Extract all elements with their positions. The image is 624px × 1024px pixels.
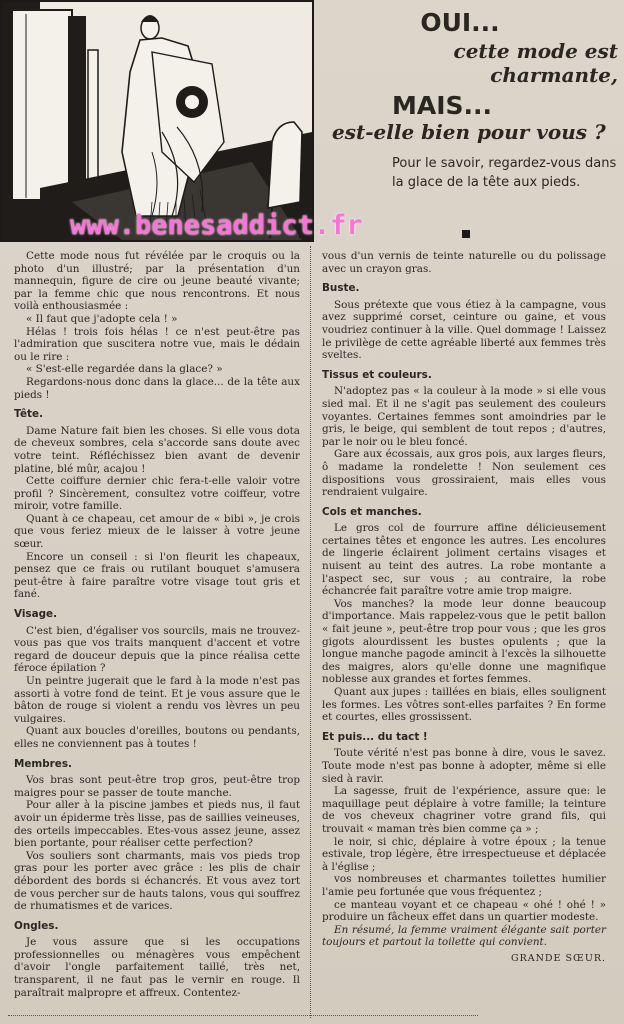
paragraph: Pour aller à la piscine jambes et pieds nus, il faut avoir un épiderme très lisse, pas de saillies veineuses, des orteils impeccables. Etes-vous assez jeune, assez bien portante, pour réaliser cette perfection? bbox=[14, 799, 300, 850]
woman-mirror-drawing bbox=[2, 2, 312, 240]
paragraph: vous d'un vernis de teinte naturelle ou du polissage avec un crayon gras. bbox=[322, 250, 606, 275]
paragraph: vos nombreuses et charmantes toilettes humilier l'amie peu fortunée que vous fréquentez ; bbox=[322, 873, 606, 898]
paragraph: Je vous assure que si les occupations professionnelles ou ménagères vous empêchent d'avoir l'ongle parfaitement taillé, très net, transparent, il ne faut pas le vernir en rouge. Il paraîtrait malpropre et affreux. Contentez- bbox=[14, 936, 300, 999]
paragraph: Toute vérité n'est pas bonne à dire, vous le savez. Toute mode n'est pas bonne à adopter, même si elle sied à ravir. bbox=[322, 747, 606, 785]
section-heading: Cols et manches. bbox=[322, 505, 422, 518]
headline-charmante: cette mode est charmante, bbox=[453, 39, 618, 87]
paragraph: Un peintre jugerait que le fard à la mode n'est pas assorti à votre fond de teint. Et je vous assure que le bâton de rouge si violent a rendu vos lèvres un peu vulgaires. bbox=[14, 675, 300, 725]
paragraph: C'est bien, d'égaliser vos sourcils, mais ne trouvez-vous pas que vos traits manquent d'accent et votre regard de douceur depuis que la pince réalisa cette féroce épilation ? bbox=[14, 624, 300, 675]
bottom-rule bbox=[8, 1015, 478, 1016]
paragraph: ce manteau voyant et ce chapeau « ohé ! ohé ! » produire un fâcheux effet dans un quartier modeste. bbox=[322, 898, 606, 924]
paragraph: Vos manches? la mode leur donne beaucoup d'importance. Mais rappelez-vous que le petit ballon « fait jeune », peut-être trop pour vous ; que les gros gigots alourdissent les bustes opulents ; que la longue manche pagode amincit à l'excès la silhouette des maigres, alors qu'elle donne une magnifique noblesse aux grandes et fortes femmes. bbox=[322, 597, 606, 686]
signature: GRANDE SŒUR. bbox=[511, 952, 606, 964]
headline-mais: MAIS... bbox=[392, 91, 493, 120]
section-heading: Et puis... du tact ! bbox=[322, 730, 428, 743]
column-divider bbox=[310, 246, 311, 1018]
section-heading: Membres. bbox=[14, 757, 72, 770]
watermark-text: www.benesaddict.fr bbox=[70, 210, 363, 241]
paragraph: Vos bras sont peut-être trop gros, peut-être trop maigres pour se passer de toute manche. bbox=[14, 774, 300, 799]
paragraph: Quant aux boucles d'oreilles, boutons ou pendants, elles ne conviennent pas à toutes ! bbox=[14, 725, 300, 750]
paragraph: Dame Nature fait bien les choses. Si elle vous dota de cheveux sombres, cela s'accorde sans doute avec votre teint. Réfléchissez bien avant de devenir platine, blé mûr, acajou ! bbox=[14, 424, 300, 475]
paragraph: N'adoptez pas « la couleur à la mode » si elle vous sied mal. Et il ne s'agit pas seulement des couleurs voyantes. Certaines femmes sont amoindries par le gris, le beige, qui semblent de tout repos ; d'autres, par le noir ou le bleu foncé. bbox=[322, 385, 606, 448]
paragraph: Vos souliers sont charmants, mais vos pieds trop gras pour les porter avec grâce : les plis de chair débordent des bords si échancrés. Et vous avez tort de vous percher sur de hauts talons, vous qui souffrez de rhumatismes et de varices. bbox=[14, 849, 300, 913]
section-heading: Buste. bbox=[322, 282, 360, 295]
paragraph: Quant à ce chapeau, cet amour de « bibi », je crois que vous feriez mieux de le laisser à votre jeune sœur. bbox=[14, 512, 300, 551]
article-column-right bbox=[322, 250, 606, 965]
paragraph: Encore un conseil : si l'on fleurit les chapeaux, pensez que ce frais ou rutilant bouquet s'amusera peut-être à faire paraître votre visage tout gris et fané. bbox=[14, 550, 300, 601]
paragraph: Hélas ! trois fois hélas ! ce n'est peut-être pas l'admiration que suscitera notre vue, mais le dédain ou le rire : bbox=[14, 325, 300, 363]
fashion-illustration bbox=[0, 0, 314, 242]
headline-question: est-elle bien pour vous ? bbox=[332, 120, 606, 144]
paragraph: « S'est-elle regardée dans la glace? » bbox=[26, 363, 223, 376]
paragraph: le noir, si chic, déplaire à votre époux ; la tenue estivale, trop légère, être irrespectueuse et déplacée à l'église ; bbox=[322, 835, 606, 873]
section-heading: Ongles. bbox=[14, 919, 59, 932]
paragraph: « Il faut que j'adopte cela ! » bbox=[26, 312, 178, 325]
paragraph: La sagesse, fruit de l'expérience, assure que: le maquillage peut déplaire à votre famille; la teinture de vos cheveux chagriner votre grand fils, qui trouvait « maman très bien comme ça » ; bbox=[322, 785, 606, 835]
paragraph: Quant aux jupes : taillées en biais, elles soulignent les formes. Les vôtres sont-elles parfaites ? En forme et courtes, elles grossissent. bbox=[322, 686, 606, 724]
paragraph: Cette mode nous fut révélée par le croquis ou la photo d'un illustré; par la présentation d'un mannequin, figure de cire ou jeune beauté vivante; par la femme chic que nous rencontrons. Et nous voilà enthousiasmée : bbox=[14, 250, 300, 313]
article-column-left bbox=[14, 250, 300, 999]
paragraph: Le gros col de fourrure affine délicieusement certaines têtes et engonce les autres. Les encolures de lingerie éclairent joliment certains visages et nuisent au teint des autres. La robe montante a l'aspect sec, sur vous ; au contraire, la robe échancrée fait paraître votre amie trop maigre. bbox=[322, 522, 606, 598]
section-heading: Tête. bbox=[14, 408, 44, 421]
section-heading: Tissus et couleurs. bbox=[322, 368, 432, 381]
section-heading: Visage. bbox=[14, 608, 58, 621]
paragraph: Regardons-nous donc dans la glace... de la tête aux pieds ! bbox=[14, 375, 300, 401]
paragraph: Sous prétexte que vous étiez à la campagne, vous avez supprimé corset, ceinture ou gaine, et vous voudriez continuer à la ville. Quel dommage ! Laissez le privilège de cette agréable liberté aux femmes très sveltes. bbox=[322, 298, 606, 362]
headline-oui: OUI... bbox=[420, 8, 500, 37]
paragraph: Cette coiffure dernier chic fera-t-elle valoir votre profil ? Sincèrement, consultez votre coiffeur, votre miroir, votre famille. bbox=[14, 475, 300, 513]
headline-block bbox=[322, 8, 618, 192]
paragraph: Gare aux écossais, aux gros pois, aux larges fleurs, ô madame la rondelette ! Non seulement ces dispositions vous grossiraient, mais elles vous rendraient vulgaire. bbox=[322, 448, 606, 499]
headline-lede: Pour le savoir, regardez-vous dans la glace de la tête aux pieds. bbox=[392, 156, 617, 190]
square-ornament-icon bbox=[462, 230, 470, 238]
paragraph: En résumé, la femme vraiment élégante sait porter toujours et partout la toilette qui convient. bbox=[322, 923, 606, 949]
